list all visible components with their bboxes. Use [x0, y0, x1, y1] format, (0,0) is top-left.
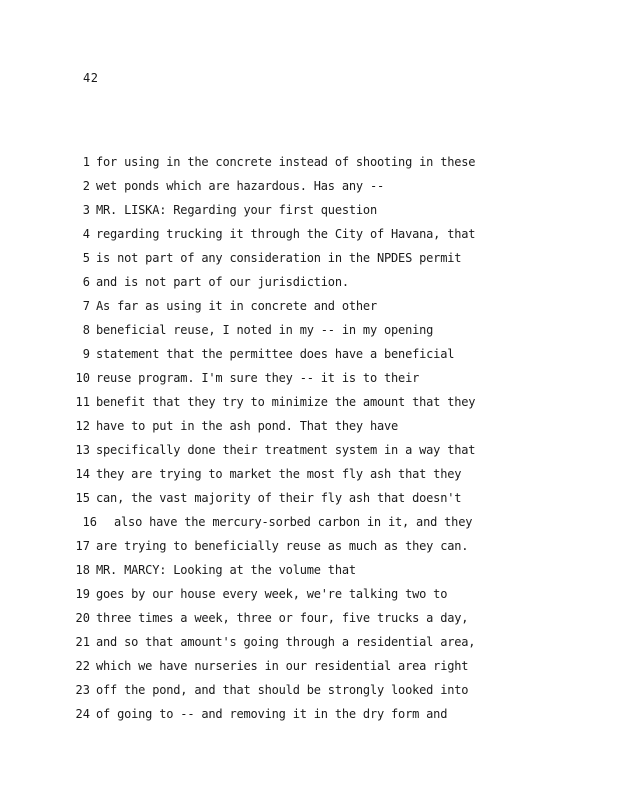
transcript-line: [0, 297, 618, 321]
line-number: 9: [82, 347, 90, 361]
line-text: for using in the concrete instead of shooting in these: [96, 155, 476, 169]
line-number: 2: [82, 179, 90, 193]
transcript-line: [0, 225, 618, 249]
line-text: benefit that they try to minimize the amount that they: [96, 395, 476, 409]
line-number: 16: [82, 515, 97, 529]
line-number: 14: [75, 467, 90, 481]
transcript-line: [0, 321, 618, 345]
transcript-line: [0, 249, 618, 273]
page-number: 42: [83, 71, 99, 85]
line-number: 10: [75, 371, 90, 385]
line-text: three times a week, three or four, five trucks a day,: [96, 611, 469, 625]
line-text: which we have nurseries in our residential area right: [96, 659, 469, 673]
line-text: also have the mercury-sorbed carbon in it, and they: [114, 515, 473, 529]
line-number: 23: [75, 683, 90, 697]
line-number: 21: [75, 635, 90, 649]
line-text: they are trying to market the most fly ash that they: [96, 467, 462, 481]
line-text: MR. MARCY: Looking at the volume that: [96, 563, 356, 577]
line-text: of going to -- and removing it in the dry form and: [96, 707, 448, 721]
line-text: statement that the permittee does have a beneficial: [96, 347, 455, 361]
line-text: off the pond, and that should be strongly looked into: [96, 683, 469, 697]
line-text: is not part of any consideration in the NPDES permit: [96, 251, 462, 265]
transcript-line: [0, 417, 618, 441]
line-text: reuse program. I'm sure they -- it is to their: [96, 371, 420, 385]
line-text: regarding trucking it through the City of Havana, that: [96, 227, 476, 241]
line-text: goes by our house every week, we're talking two to: [96, 587, 448, 601]
transcript-line: [0, 153, 618, 177]
transcript-line: [0, 177, 618, 201]
line-number: 11: [75, 395, 90, 409]
line-number: 1: [82, 155, 90, 169]
transcript-line: [0, 609, 618, 633]
line-text: specifically done their treatment system in a way that: [96, 443, 476, 457]
transcript-line: [0, 441, 618, 465]
line-text: wet ponds which are hazardous. Has any --: [96, 179, 385, 193]
transcript-line: [0, 633, 618, 657]
line-number: 4: [82, 227, 90, 241]
line-number: 6: [82, 275, 90, 289]
transcript-line: [0, 705, 618, 729]
line-number: 7: [82, 299, 90, 313]
transcript-line: [0, 513, 618, 537]
transcript-line: [0, 345, 618, 369]
transcript-line: [0, 369, 618, 393]
line-text: can, the vast majority of their fly ash that doesn't: [96, 491, 462, 505]
line-number: 5: [82, 251, 90, 265]
transcript-line: [0, 273, 618, 297]
transcript-line: [0, 585, 618, 609]
line-number: 19: [75, 587, 90, 601]
line-text: are trying to beneficially reuse as much as they can.: [96, 539, 469, 553]
line-number: 8: [82, 323, 90, 337]
line-number: 13: [75, 443, 90, 457]
line-number: 15: [75, 491, 90, 505]
line-text: and is not part of our jurisdiction.: [96, 275, 349, 289]
line-text: As far as using it in concrete and other: [96, 299, 377, 313]
line-number: 24: [75, 707, 90, 721]
line-text: beneficial reuse, I noted in my -- in my opening: [96, 323, 434, 337]
transcript-line: [0, 681, 618, 705]
line-text: MR. LISKA: Regarding your first question: [96, 203, 377, 217]
line-number: 3: [82, 203, 90, 217]
line-number: 22: [75, 659, 90, 673]
line-number: 17: [75, 539, 90, 553]
transcript-line: [0, 393, 618, 417]
transcript-lines: [0, 153, 618, 729]
line-number: 18: [75, 563, 90, 577]
transcript-line: [0, 561, 618, 585]
line-number: 12: [75, 419, 90, 433]
transcript-line: [0, 657, 618, 681]
transcript-line: [0, 537, 618, 561]
transcript-line: [0, 489, 618, 513]
line-text: and so that amount's going through a residential area,: [96, 635, 476, 649]
transcript-line: [0, 465, 618, 489]
line-number: 20: [75, 611, 90, 625]
line-text: have to put in the ash pond. That they have: [96, 419, 399, 433]
transcript-line: [0, 201, 618, 225]
